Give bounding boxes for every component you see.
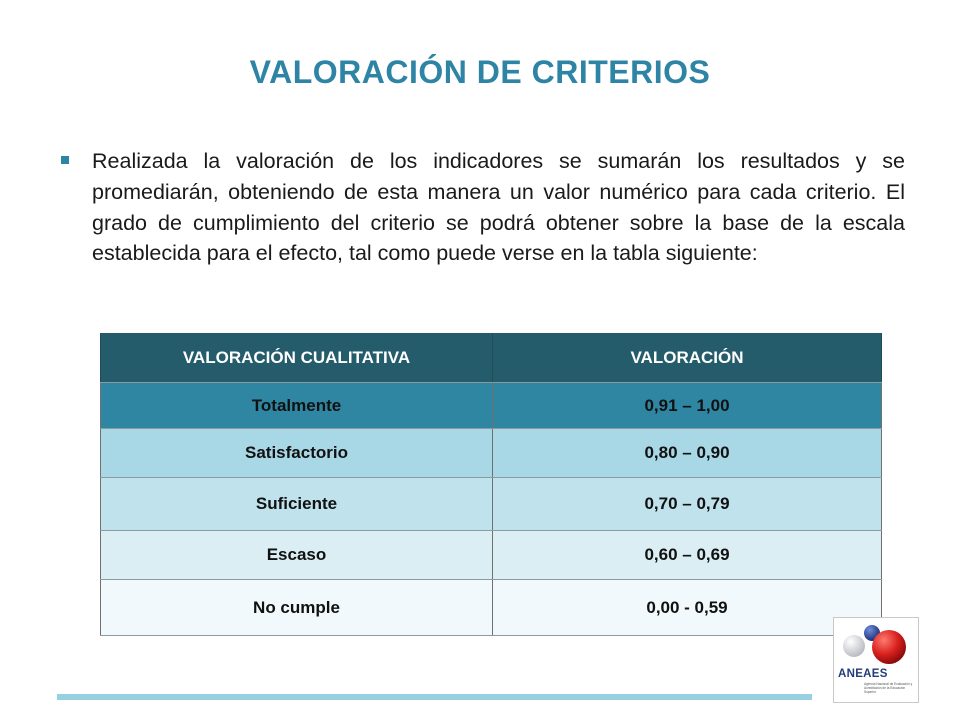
cell-cualitativa: Totalmente — [101, 383, 493, 429]
cell-cualitativa: Escaso — [101, 531, 493, 580]
table-row — [101, 580, 882, 636]
cell-valoracion: 0,60 – 0,69 — [493, 531, 882, 580]
table-row — [101, 429, 882, 478]
table-row — [101, 478, 882, 531]
cell-cualitativa: Suficiente — [101, 478, 493, 531]
cell-valoracion: 0,80 – 0,90 — [493, 429, 882, 478]
header-valoracion-cualitativa: VALORACIÓN CUALITATIVA — [101, 333, 493, 383]
bullet-paragraph — [55, 146, 905, 269]
slide-title: VALORACIÓN DE CRITERIOS — [249, 54, 711, 90]
footer-bar — [57, 694, 812, 700]
table-row — [101, 531, 882, 580]
cell-valoracion: 0,91 – 1,00 — [493, 383, 882, 429]
aneaes-logo — [833, 617, 919, 703]
logo-name: ANEAES — [838, 668, 888, 680]
logo-subtitle: Agencia Nacional de Evaluación y Acreditación de la Educación Superior — [864, 682, 913, 694]
logo-spheres-icon — [834, 618, 918, 670]
header-valoracion: VALORACIÓN — [493, 333, 882, 383]
table-row — [101, 383, 882, 429]
cell-valoracion: 0,70 – 0,79 — [493, 478, 882, 531]
criteria-scale-table — [100, 333, 882, 636]
cell-valoracion: 0,00 - 0,59 — [493, 580, 882, 636]
square-bullet-icon — [61, 156, 69, 164]
bullet-text: Realizada la valoración de los indicadores se sumarán los resultados y se promediarán, obteniendo de esta manera un valor numérico para cada criterio. El grado de cumplimiento del criterio se podrá obtener sobre la base de la escala establecida para el efecto, tal como puede verse en la tabla siguiente: — [92, 149, 905, 266]
cell-cualitativa: No cumple — [101, 580, 493, 636]
cell-cualitativa: Satisfactorio — [101, 429, 493, 478]
table-header-row — [101, 333, 882, 383]
